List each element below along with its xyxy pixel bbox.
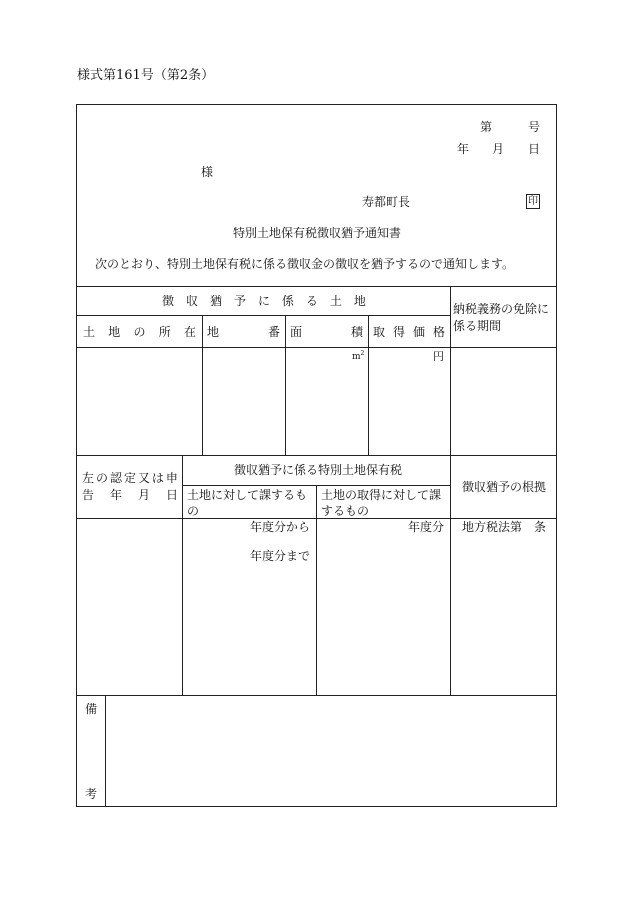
land-group-header [162, 295, 366, 307]
from-fiscal-year: 年度分から [250, 520, 311, 534]
glyph: 取 [373, 325, 386, 339]
rule-tax-top [76, 455, 557, 456]
lot-number-header [207, 326, 280, 338]
rule-land-col4 [450, 286, 451, 455]
glyph: 申 [165, 471, 178, 485]
approval-date-header-line1 [82, 472, 178, 484]
rule-remarks-top [76, 695, 557, 696]
rule-land-top [76, 286, 557, 287]
tax-group-header: 徴収猶予に係る特別土地保有税 [234, 463, 403, 477]
notice-statement: 次のとおり、特別土地保有税に係る徴収金の徴収を猶予するので通知します。 [95, 257, 515, 271]
number-dai: 第 [480, 120, 493, 134]
acquisition-fiscal-year: 年度分 [408, 520, 445, 534]
remarks-label-bi: 備 [85, 702, 98, 716]
glyph: 地 [353, 294, 366, 308]
document-title: 特別土地保有税徴収猶予通知書 [233, 226, 402, 240]
acquisition-price-header [373, 326, 445, 338]
glyph: 猶 [209, 294, 222, 308]
issuer-name: 寿都町長 [362, 195, 411, 209]
glyph: 年 [109, 488, 122, 502]
glyph: 又 [137, 471, 150, 485]
glyph: 地 [207, 325, 220, 339]
area-unit [352, 351, 364, 362]
addressee-honorific: 様 [201, 165, 214, 179]
rule-remarks-divider [105, 695, 106, 807]
glyph: 価 [412, 325, 425, 339]
glyph: 格 [432, 325, 445, 339]
glyph: 土 [83, 325, 96, 339]
exemption-period-header: 納税義務の免除に係る期間 [453, 302, 550, 333]
glyph: 予 [233, 294, 246, 308]
rule-land-col2 [285, 315, 286, 455]
glyph: 左 [82, 471, 95, 485]
to-fiscal-year: 年度分まで [250, 549, 311, 563]
acquisition-tax-header: 土地の取得に対して課するもの [321, 488, 442, 518]
glyph: る [305, 294, 318, 308]
rule-tax-col1 [182, 455, 183, 695]
rule-tax-col2 [316, 485, 317, 695]
glyph: 面 [290, 325, 303, 339]
rule-land-col3 [368, 315, 369, 455]
deferral-basis-header: 徴収猶予の根拠 [462, 480, 547, 494]
glyph: 係 [281, 294, 294, 308]
glyph: 月 [137, 488, 150, 502]
area-unit-base: m [352, 352, 361, 362]
land-tax-header: 土地に対して課するもの [187, 488, 308, 518]
glyph: の [133, 325, 146, 339]
glyph: 定 [123, 471, 136, 485]
glyph: 番 [267, 325, 280, 339]
glyph: 収 [185, 294, 198, 308]
glyph: 得 [392, 325, 405, 339]
date-year: 年 [457, 142, 470, 156]
glyph: の [95, 471, 108, 485]
glyph: 日 [165, 488, 178, 502]
glyph: 土 [329, 294, 342, 308]
area-header [290, 326, 363, 338]
glyph: 積 [350, 325, 363, 339]
rule-tax-col3 [450, 455, 451, 695]
remarks-label-kou: 考 [85, 787, 98, 801]
glyph: 認 [109, 471, 122, 485]
rule-land-subheader [76, 315, 450, 316]
glyph: 徴 [162, 294, 175, 308]
glyph: に [257, 294, 270, 308]
glyph: は [151, 471, 164, 485]
approval-date-header-line2 [82, 489, 178, 501]
glyph: 地 [108, 325, 121, 339]
land-location-header [83, 326, 196, 338]
legal-basis-article: 地方税法第 条 [462, 520, 547, 534]
seal-mark: 印 [528, 196, 538, 207]
price-unit: 円 [433, 350, 444, 363]
rule-land-header-bottom [76, 347, 557, 348]
date-day: 日 [528, 142, 541, 156]
form-number: 様式第161号（第2条） [77, 68, 215, 83]
glyph: 在 [183, 325, 196, 339]
glyph: 告 [82, 488, 95, 502]
date-month: 月 [492, 142, 505, 156]
rule-land-col1 [202, 315, 203, 455]
glyph: 所 [158, 325, 171, 339]
area-unit-exponent: 2 [360, 350, 365, 357]
number-go: 号 [528, 120, 541, 134]
